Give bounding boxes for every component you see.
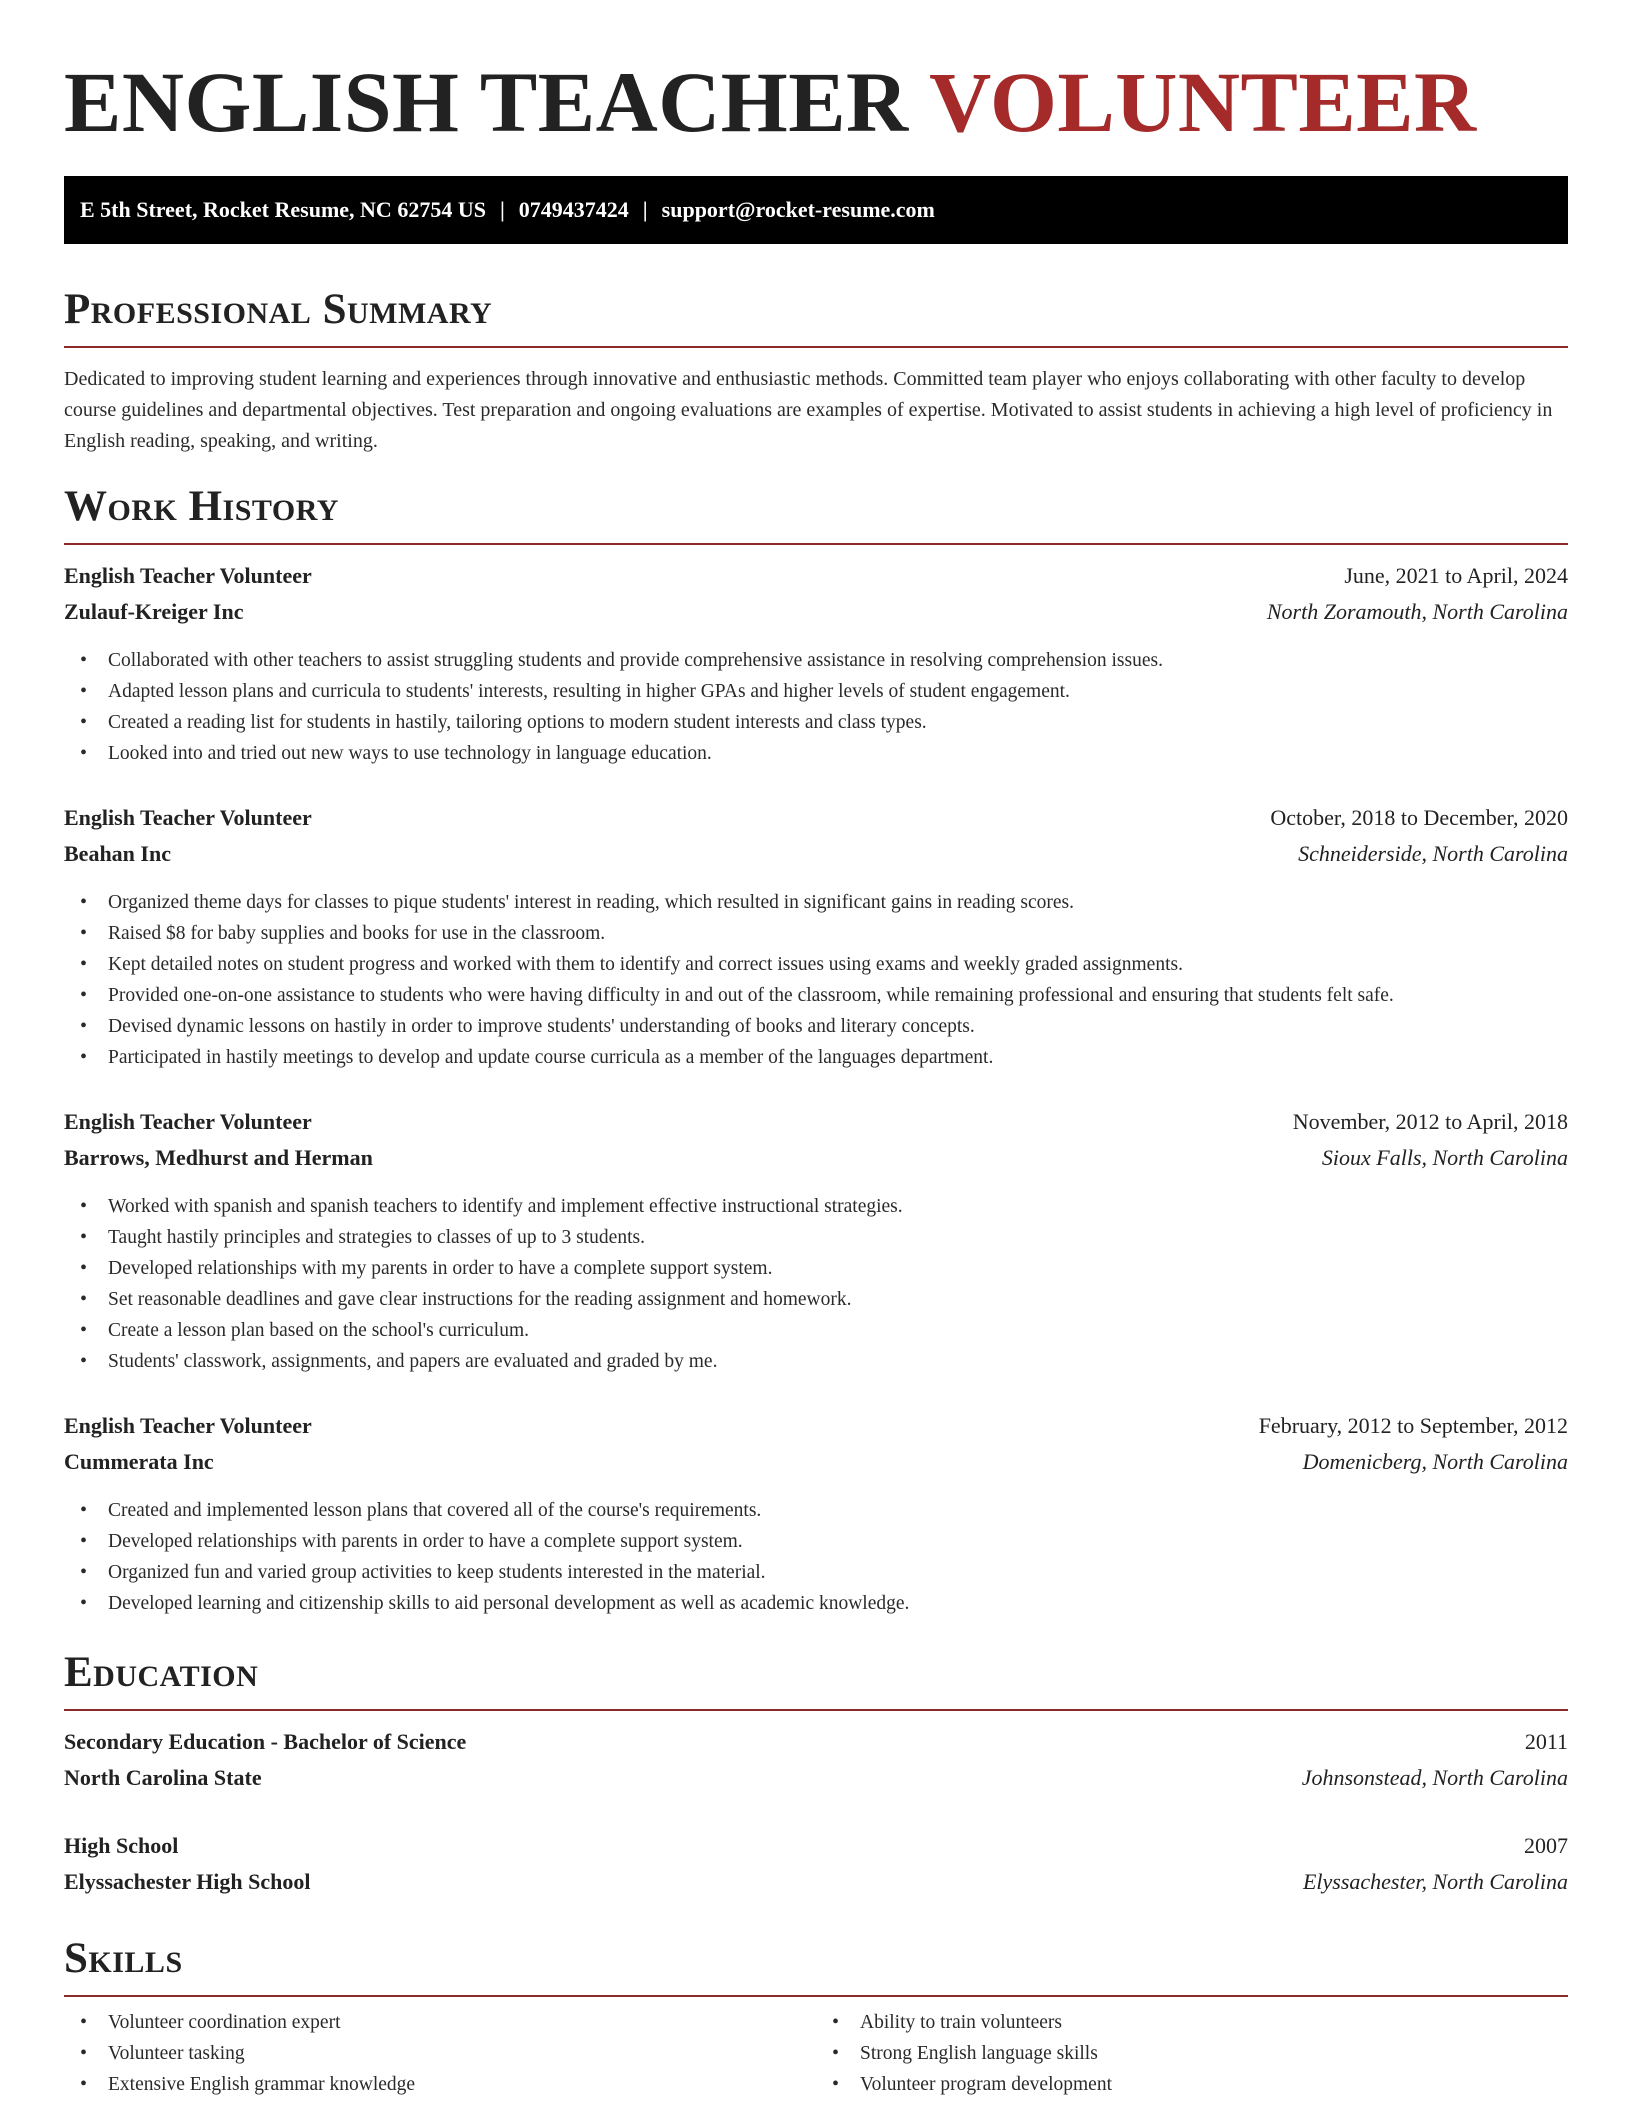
- job-entry: [64, 1413, 1568, 1619]
- skill-item: • Strong English language skills: [816, 2038, 1568, 2069]
- work-history-heading: Work History: [64, 481, 1568, 545]
- job-bullet: • Participated in hastily meetings to develop and update course curricula as a member of the languages department.: [64, 1042, 1568, 1073]
- name-main: ENGLISH TEACHER: [64, 54, 909, 150]
- job-bullet: • Developed relationships with my parents in order to have a complete support system.: [64, 1253, 1568, 1284]
- education-heading: Education: [64, 1647, 1568, 1711]
- job-bullet: • Students' classwork, assignments, and papers are evaluated and graded by me.: [64, 1346, 1568, 1377]
- contact-separator: |: [499, 197, 505, 222]
- education-school: North Carolina State: [64, 1765, 262, 1790]
- education-entry: [64, 1833, 1568, 1905]
- job-bullet: • Developed relationships with parents in order to have a complete support system.: [64, 1526, 1568, 1557]
- job-bullets: [64, 645, 1568, 769]
- education-year: 2011: [1524, 1729, 1568, 1754]
- job-company: Cummerata Inc: [64, 1449, 214, 1474]
- skills-column-left: [64, 2007, 816, 2100]
- education-location: Elyssachester, North Carolina: [1302, 1869, 1568, 1894]
- job-location: Schneiderside, North Carolina: [1298, 841, 1568, 866]
- contact-address: E 5th Street, Rocket Resume, NC 62754 US: [80, 197, 486, 222]
- education-school: Elyssachester High School: [64, 1869, 311, 1894]
- skill-item: • Volunteer program development: [816, 2069, 1568, 2100]
- job-bullet: • Organized theme days for classes to pique students' interest in reading, which resulted in significant gains in reading scores.: [64, 887, 1568, 918]
- job-bullet: • Worked with spanish and spanish teachers to identify and implement effective instructional strategies.: [64, 1191, 1568, 1222]
- resume-page: [64, 0, 1568, 2100]
- job-bullet: • Taught hastily principles and strategies to classes of up to 3 students.: [64, 1222, 1568, 1253]
- job-bullet: • Raised $8 for baby supplies and books for use in the classroom.: [64, 918, 1568, 949]
- education-location: Johnsonstead, North Carolina: [1301, 1765, 1568, 1790]
- job-bullets: [64, 887, 1568, 1073]
- job-bullet: • Organized fun and varied group activities to keep students interested in the material.: [64, 1557, 1568, 1588]
- job-bullet: • Created and implemented lesson plans that covered all of the course's requirements.: [64, 1495, 1568, 1526]
- job-bullet: • Devised dynamic lessons on hastily in order to improve students' understanding of books and literary concepts.: [64, 1011, 1568, 1042]
- contact-phone: 0749437424: [518, 197, 629, 222]
- job-dates: November, 2012 to April, 2018: [1292, 1109, 1568, 1134]
- job-role: English Teacher Volunteer: [64, 1413, 312, 1438]
- job-location: Domenicberg, North Carolina: [1302, 1449, 1568, 1474]
- contact-separator: |: [642, 197, 648, 222]
- job-bullet: • Set reasonable deadlines and gave clear instructions for the reading assignment and homework.: [64, 1284, 1568, 1315]
- skill-item: • Ability to train volunteers: [816, 2007, 1568, 2038]
- job-location: North Zoramouth, North Carolina: [1266, 599, 1568, 624]
- job-bullet: • Provided one-on-one assistance to students who were having difficulty in and out of the classroom, while remaining professional and ensuring that students felt safe.: [64, 980, 1568, 1011]
- job-bullet: • Collaborated with other teachers to assist struggling students and provide comprehensive assistance in resolving comprehension issues.: [64, 645, 1568, 676]
- job-role: English Teacher Volunteer: [64, 1109, 312, 1134]
- job-bullet: • Kept detailed notes on student progress and worked with them to identify and correct issues using exams and weekly graded assignments.: [64, 949, 1568, 980]
- summary-text: Dedicated to improving student learning and experiences through innovative and enthusiastic methods. Committed team player who enjoys collaborating with other faculty to develop course guidelines and departmental objectives. Test preparation and ongoing evaluations are examples of expertise. Motivated to assist students in achieving a high level of proficiency in English reading, speaking, and writing.: [64, 368, 1553, 452]
- resume-name: [64, 0, 1568, 156]
- skills-grid: [64, 2007, 1568, 2100]
- skill-item: • Volunteer coordination expert: [64, 2007, 816, 2038]
- job-dates: February, 2012 to September, 2012: [1258, 1413, 1568, 1438]
- job-entry: [64, 1109, 1568, 1377]
- name-accent: VOLUNTEER: [929, 54, 1477, 150]
- job-dates: June, 2021 to April, 2024: [1344, 563, 1568, 588]
- contact-email[interactable]: support@rocket-resume.com: [661, 197, 935, 222]
- education-degree: High School: [64, 1833, 179, 1858]
- job-role: English Teacher Volunteer: [64, 805, 312, 830]
- job-bullet: • Created a reading list for students in hastily, tailoring options to modern student interests and class types.: [64, 707, 1568, 738]
- job-company: Barrows, Medhurst and Herman: [64, 1145, 373, 1170]
- job-entry: [64, 563, 1568, 769]
- job-bullet: • Developed learning and citizenship skills to aid personal development as well as academic knowledge.: [64, 1588, 1568, 1619]
- summary-heading: Professional Summary: [64, 284, 1568, 348]
- job-bullets: [64, 1495, 1568, 1619]
- skill-item: • Volunteer tasking: [64, 2038, 816, 2069]
- job-location: Sioux Falls, North Carolina: [1321, 1145, 1568, 1170]
- job-company: Beahan Inc: [64, 841, 171, 866]
- skills-heading: Skills: [64, 1933, 1568, 1997]
- skill-item: • Extensive English grammar knowledge: [64, 2069, 816, 2100]
- job-entry: [64, 805, 1568, 1073]
- skills-column-right: [816, 2007, 1568, 2100]
- job-bullet: • Looked into and tried out new ways to use technology in language education.: [64, 738, 1568, 769]
- education-entry: [64, 1729, 1568, 1801]
- contact-bar: [64, 176, 1568, 244]
- education-degree: Secondary Education - Bachelor of Science: [64, 1729, 467, 1754]
- job-role: English Teacher Volunteer: [64, 563, 312, 588]
- job-bullet: • Adapted lesson plans and curricula to students' interests, resulting in higher GPAs and higher levels of student engagement.: [64, 676, 1568, 707]
- job-dates: October, 2018 to December, 2020: [1270, 805, 1568, 830]
- job-bullet: • Create a lesson plan based on the school's curriculum.: [64, 1315, 1568, 1346]
- job-bullets: [64, 1191, 1568, 1377]
- job-company: Zulauf-Kreiger Inc: [64, 599, 244, 624]
- education-year: 2007: [1524, 1833, 1568, 1858]
